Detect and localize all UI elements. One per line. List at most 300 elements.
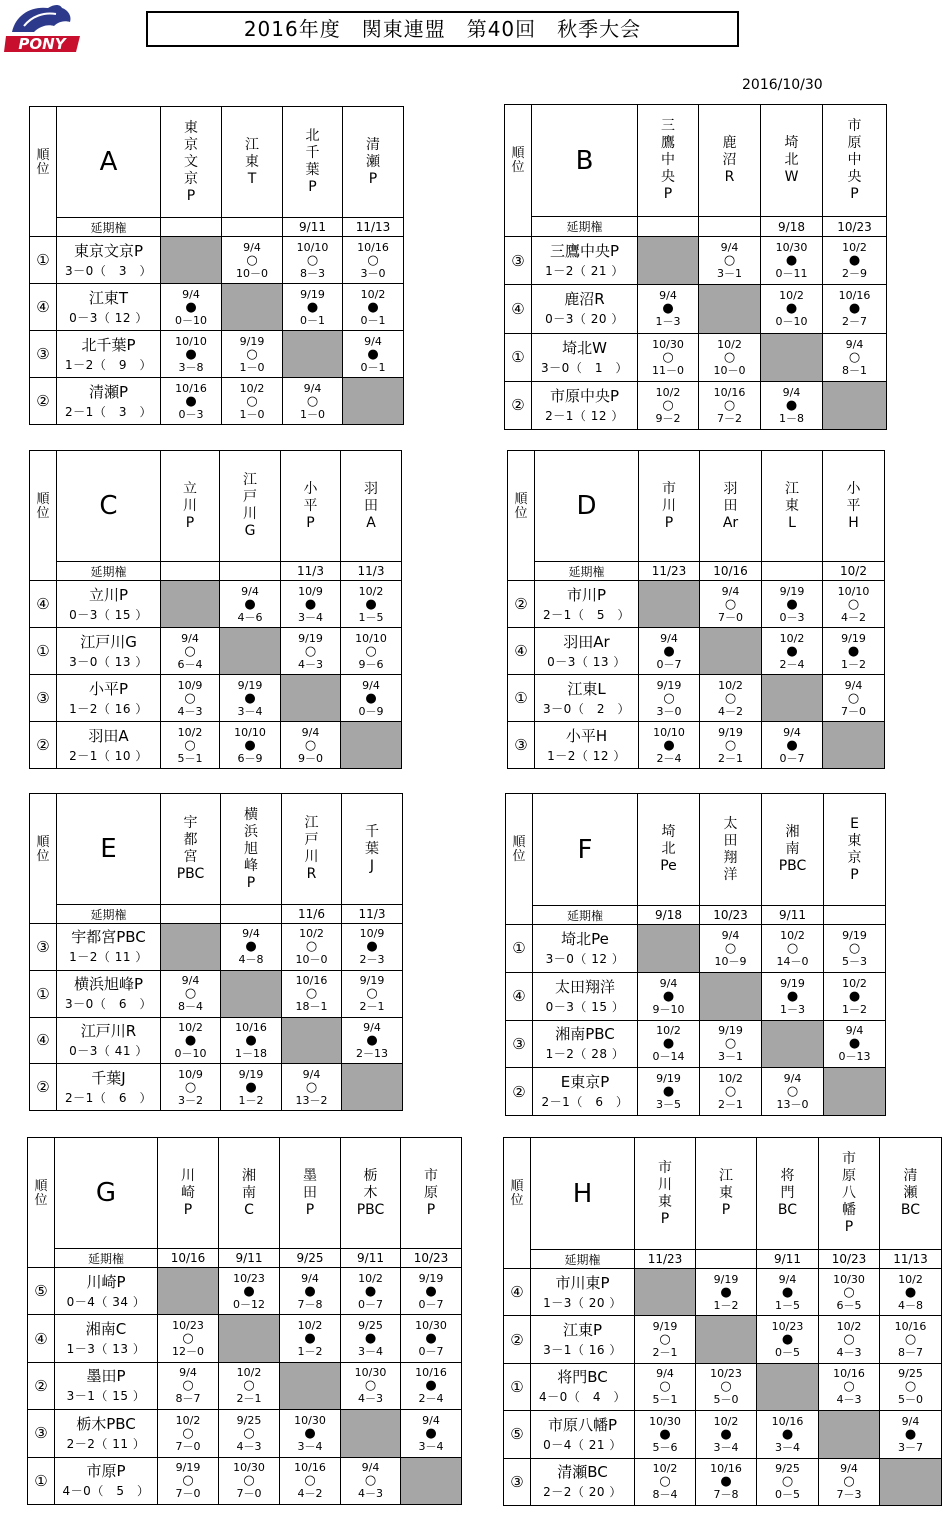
group-label: F <box>533 794 638 906</box>
match-score: 0－7 <box>779 751 805 765</box>
team-name: 鹿沼R <box>564 290 605 309</box>
match-result <box>283 284 343 331</box>
match-mark: ○ <box>246 393 258 409</box>
match-result <box>639 628 700 675</box>
match-mark: ○ <box>243 1378 255 1394</box>
match-mark: ○ <box>843 1474 855 1490</box>
match-result <box>823 333 887 381</box>
self-cell <box>635 1269 696 1316</box>
match-date: 9/19 <box>418 1271 444 1285</box>
match-mark: ○ <box>904 1379 917 1395</box>
team-name: E東京P <box>560 1073 610 1092</box>
match-score: 0－7 <box>656 657 682 671</box>
match-score: 5－3 <box>842 954 867 968</box>
match-mark: ● <box>781 1426 794 1442</box>
match-date: 10/30 <box>833 1272 865 1286</box>
team-rank: ④ <box>28 1315 55 1362</box>
match-result <box>219 1362 280 1409</box>
column-team-header: 三 鷹 中 央 P <box>638 105 699 217</box>
match-result <box>638 1068 700 1116</box>
match-date: 9/4 <box>243 240 261 254</box>
priority-cell: 9/18 <box>761 217 823 237</box>
column-team-header: 羽 田 Ar <box>700 451 762 562</box>
team-name: 太田翔洋 <box>554 977 615 996</box>
match-mark: ○ <box>184 690 196 706</box>
match-date: 10/30 <box>775 241 808 255</box>
match-date: 10/2 <box>842 241 867 255</box>
match-date: 10/2 <box>780 928 805 942</box>
team-record: 1－3（ 13 ） <box>66 1342 146 1357</box>
column-team-header: 小 平 H <box>823 451 885 562</box>
match-date: 10/2 <box>718 678 743 692</box>
match-result <box>880 1411 942 1458</box>
match-date: 10/2 <box>358 584 384 598</box>
column-team-header: 清 瀬 BC <box>880 1138 942 1250</box>
team-info <box>535 675 639 722</box>
team-record: 1－2（ 28 ） <box>545 1047 625 1062</box>
match-mark: ○ <box>305 939 318 955</box>
team-info <box>57 378 161 425</box>
match-mark: ● <box>662 301 674 317</box>
match-mark: ○ <box>724 596 737 612</box>
match-score: 2－1 <box>359 1000 385 1014</box>
match-score: 0－1 <box>360 360 386 374</box>
team-record: 1－2（ 16 ） <box>69 701 148 716</box>
match-mark: ● <box>848 988 861 1004</box>
priority-cell: 10/16 <box>158 1249 219 1268</box>
team-rank: ③ <box>506 1020 533 1068</box>
team-record: 2－1（ 12 ） <box>545 408 624 423</box>
match-score: 2－1 <box>652 1346 678 1360</box>
match-score: 0－13 <box>838 1050 871 1064</box>
priority-cell: 11/13 <box>880 1250 942 1269</box>
column-team-header: 北 千 葉 P <box>283 107 343 218</box>
match-result <box>696 1269 757 1316</box>
match-date: 9/4 <box>783 725 801 739</box>
match-result <box>635 1411 696 1458</box>
match-date: 9/4 <box>241 584 259 598</box>
team-info <box>535 628 639 675</box>
column-team-header: 太 田 翔 洋 <box>700 794 762 906</box>
rank-header: 順 位 <box>28 1138 55 1268</box>
team-rank: ② <box>28 1362 55 1409</box>
group-table-c <box>29 450 402 769</box>
match-date: 9/4 <box>783 1072 802 1086</box>
rank-header: 順 位 <box>508 451 535 581</box>
match-score: 0－1 <box>360 313 386 327</box>
team-info <box>535 722 639 769</box>
match-mark: ● <box>786 988 799 1004</box>
match-score: 0－3 <box>178 407 204 421</box>
team-info <box>55 1362 158 1409</box>
priority-cell: 11/23 <box>635 1250 696 1269</box>
match-date: 9/19 <box>718 1024 743 1038</box>
team-record: 3－1（ 16 ） <box>543 1343 622 1358</box>
match-mark: ○ <box>724 690 737 706</box>
team-info <box>57 581 161 628</box>
match-date: 10/2 <box>178 1020 203 1034</box>
team-info <box>55 1457 158 1504</box>
match-mark: ● <box>781 1332 794 1348</box>
match-score: 3－5 <box>656 1098 681 1112</box>
match-mark: ● <box>785 253 798 269</box>
team-name: 埼北W <box>562 338 607 357</box>
self-cell <box>158 1268 219 1315</box>
column-team-header: 市 原 P <box>401 1138 462 1249</box>
team-rank: ② <box>30 722 57 769</box>
match-date: 9/19 <box>713 1272 739 1286</box>
match-score: 3－4 <box>297 1439 323 1453</box>
match-date: 10/2 <box>358 1271 383 1285</box>
match-score: 1－2 <box>238 1093 264 1107</box>
match-date: 10/10 <box>653 725 685 739</box>
match-mark: ○ <box>847 596 860 612</box>
team-name: 埼北Pe <box>561 929 609 948</box>
match-score: 2－13 <box>356 1046 388 1060</box>
group-table-d <box>507 450 885 769</box>
match-score: 8－7 <box>175 1392 201 1406</box>
match-score: 1－0 <box>300 407 325 421</box>
team-info <box>531 1411 635 1458</box>
team-rank: ③ <box>30 924 57 971</box>
priority-cell: 9/25 <box>280 1249 341 1268</box>
team-name: 清瀬BC <box>557 1463 608 1482</box>
column-team-header: 湘 南 C <box>219 1138 280 1249</box>
self-cell <box>761 333 823 381</box>
match-score: 2－3 <box>359 953 385 967</box>
match-mark: ○ <box>304 643 317 659</box>
match-mark: ● <box>365 596 377 612</box>
match-score: 1－3 <box>655 315 681 329</box>
match-result <box>757 1269 819 1316</box>
match-score: 3－8 <box>178 360 204 374</box>
column-team-header: 清 瀬 P <box>343 107 404 218</box>
match-mark: ○ <box>306 393 319 409</box>
match-date: 10/23 <box>710 1367 742 1381</box>
team-rank: ② <box>508 581 535 628</box>
team-rank: ③ <box>505 237 532 285</box>
match-mark: ○ <box>304 737 317 753</box>
match-mark: ● <box>245 939 257 955</box>
match-mark: ○ <box>781 1474 794 1490</box>
team-record: 3－0（ 1 ） <box>541 360 628 375</box>
match-mark: ● <box>781 1284 794 1300</box>
priority-label: 延期権 <box>57 905 161 924</box>
match-score: 2－9 <box>842 267 867 281</box>
match-mark: ○ <box>364 1378 377 1394</box>
match-date: 10/9 <box>298 584 323 598</box>
match-date: 10/30 <box>652 337 684 351</box>
group-label: G <box>55 1138 158 1249</box>
match-result <box>401 1315 462 1362</box>
team-rank: ① <box>506 925 533 973</box>
team-info <box>57 722 161 769</box>
match-mark: ○ <box>723 349 736 365</box>
priority-cell <box>222 218 283 237</box>
match-result <box>341 1268 401 1315</box>
match-result <box>341 581 402 628</box>
match-score: 6－4 <box>177 657 203 671</box>
match-mark: ○ <box>246 346 258 362</box>
match-date: 10/16 <box>235 1020 267 1034</box>
match-result <box>823 237 887 285</box>
match-date: 10/30 <box>415 1319 447 1333</box>
match-result <box>762 1068 824 1116</box>
group-table-f <box>505 793 886 1116</box>
match-mark: ○ <box>184 737 196 753</box>
match-result <box>699 381 761 429</box>
match-result <box>341 628 402 675</box>
match-mark: ○ <box>659 1332 671 1348</box>
match-result <box>342 924 403 971</box>
column-team-header: 江 東 T <box>222 107 283 218</box>
match-score: 11－0 <box>652 363 684 377</box>
match-score: 10－0 <box>236 266 268 280</box>
match-mark: ● <box>786 596 798 612</box>
match-result <box>699 333 761 381</box>
priority-cell <box>762 562 823 581</box>
match-mark: ● <box>365 690 377 706</box>
match-mark: ○ <box>724 737 737 753</box>
match-score: 0－9 <box>358 704 384 718</box>
match-score: 2－4 <box>418 1392 444 1406</box>
match-mark: ○ <box>843 1284 855 1300</box>
priority-label: 延期権 <box>57 562 161 581</box>
match-result <box>343 284 404 331</box>
match-score: 0－10 <box>175 313 207 327</box>
match-date: 10/16 <box>833 1367 865 1381</box>
priority-cell <box>161 218 222 237</box>
match-date: 10/2 <box>836 1320 862 1334</box>
match-result <box>281 581 341 628</box>
team-record: 1－2（ 11 ） <box>69 950 148 965</box>
match-result <box>638 381 699 429</box>
match-result <box>158 1362 219 1409</box>
team-info <box>531 1458 635 1505</box>
match-mark: ○ <box>847 690 860 706</box>
self-cell <box>700 972 762 1020</box>
team-info <box>55 1410 158 1457</box>
team-info <box>57 237 161 284</box>
match-result <box>700 581 762 628</box>
match-result <box>282 924 342 971</box>
match-score: 8－4 <box>652 1488 678 1502</box>
match-mark: ● <box>306 299 319 315</box>
match-score: 4－3 <box>836 1393 862 1407</box>
match-mark: ● <box>904 1426 917 1442</box>
column-team-header: 墨 田 P <box>280 1138 341 1249</box>
match-score: 6－9 <box>237 751 263 765</box>
match-result <box>699 237 761 285</box>
group-label: D <box>535 451 639 562</box>
match-score: 0－12 <box>233 1297 265 1311</box>
team-record: 2－1（ 6 ） <box>541 1095 629 1110</box>
match-result <box>401 1410 462 1457</box>
match-score: 18－1 <box>295 1000 328 1014</box>
team-rank: ③ <box>504 1458 531 1505</box>
match-result <box>823 675 885 722</box>
team-record: 3－0（ 6 ） <box>65 997 152 1012</box>
group-table-g <box>27 1137 462 1505</box>
match-date: 10/10 <box>355 631 387 645</box>
priority-cell: 9/11 <box>219 1249 280 1268</box>
self-cell <box>221 970 282 1017</box>
match-mark: ● <box>244 596 256 612</box>
team-name: 東京文京P <box>73 241 144 260</box>
column-team-header: 小 平 P <box>281 451 341 562</box>
match-result <box>819 1316 880 1363</box>
team-rank: ① <box>30 628 57 675</box>
match-date: 10/30 <box>649 1414 681 1428</box>
match-result <box>158 1457 219 1504</box>
match-result <box>280 1315 341 1362</box>
self-cell <box>161 237 222 284</box>
match-score: 2－7 <box>842 315 867 329</box>
match-date: 10/2 <box>717 337 742 351</box>
match-mark: ○ <box>720 1379 732 1395</box>
match-mark: ● <box>663 737 675 753</box>
match-result <box>638 285 699 333</box>
team-info <box>57 1017 161 1064</box>
priority-cell: 10/2 <box>823 562 885 581</box>
match-result <box>700 722 762 769</box>
pony-logo <box>2 2 84 54</box>
team-rank: ④ <box>505 285 532 333</box>
match-score: 0－1 <box>300 313 325 327</box>
match-mark: ● <box>185 299 197 315</box>
match-score: 0－7 <box>418 1297 444 1311</box>
priority-cell <box>221 905 282 924</box>
match-score: 3－4 <box>775 1440 800 1454</box>
match-mark: ● <box>425 1378 437 1394</box>
match-date: 10/2 <box>655 385 681 399</box>
match-score: 7－3 <box>836 1488 862 1502</box>
match-result <box>161 675 220 722</box>
priority-cell: 9/11 <box>762 906 824 925</box>
match-result <box>219 1410 280 1457</box>
team-name: 千葉J <box>91 1068 126 1087</box>
match-mark: ○ <box>243 1473 255 1489</box>
priority-cell: 9/18 <box>638 906 700 925</box>
match-score: 3－4 <box>298 610 323 624</box>
match-score: 3－4 <box>713 1440 739 1454</box>
match-result <box>635 1458 696 1505</box>
logo-text: PONY <box>18 35 66 53</box>
match-date: 10/2 <box>713 1414 739 1428</box>
team-name: 将門BC <box>557 1368 608 1387</box>
match-score: 5－1 <box>652 1393 678 1407</box>
team-record: 3－0（ 12 ） <box>545 951 625 966</box>
match-date: 9/19 <box>298 631 323 645</box>
match-result <box>283 237 343 284</box>
match-date: 10/9 <box>359 927 385 941</box>
match-date: 9/4 <box>181 631 199 645</box>
match-mark: ● <box>185 346 197 362</box>
match-date: 10/10 <box>837 584 870 598</box>
match-mark: ● <box>904 1284 917 1300</box>
match-date: 9/25 <box>358 1319 383 1333</box>
column-team-header: 千 葉 J <box>342 794 403 905</box>
self-cell <box>401 1457 462 1504</box>
team-rank: ② <box>30 378 57 425</box>
match-date: 9/19 <box>175 1461 201 1475</box>
team-rank: ④ <box>508 628 535 675</box>
team-info <box>533 1068 638 1116</box>
team-info <box>532 333 638 381</box>
match-date: 10/2 <box>297 1319 323 1333</box>
team-name: 市川P <box>566 585 607 604</box>
match-score: 5－0 <box>713 1393 739 1407</box>
match-result <box>283 378 343 425</box>
match-score: 0－11 <box>775 267 808 281</box>
team-name: 横浜旭峰P <box>73 975 144 994</box>
match-score: 8－4 <box>178 1000 203 1014</box>
team-name: 市原中央P <box>549 386 620 405</box>
match-date: 9/4 <box>660 631 678 645</box>
match-date: 10/16 <box>713 385 746 399</box>
self-cell <box>222 284 283 331</box>
self-cell <box>281 675 341 722</box>
self-cell <box>341 722 402 769</box>
match-score: 4－3 <box>358 1487 383 1501</box>
match-score: 7－8 <box>713 1488 739 1502</box>
priority-cell: 10/23 <box>700 906 762 925</box>
match-result <box>824 972 886 1020</box>
priority-cell: 9/11 <box>283 218 343 237</box>
team-record: 0－3（ 20 ） <box>545 312 624 327</box>
match-date: 9/19 <box>359 974 385 988</box>
match-result <box>221 924 282 971</box>
match-date: 10/16 <box>175 381 207 395</box>
match-mark: ○ <box>659 1474 671 1490</box>
self-cell <box>280 1362 341 1409</box>
match-score: 3－0 <box>656 704 682 718</box>
team-name: 江戸川G <box>80 632 137 651</box>
match-mark: ● <box>364 1283 377 1299</box>
priority-cell: 11/6 <box>282 905 342 924</box>
team-record: 1－2（ 21 ） <box>545 264 624 279</box>
match-result <box>342 970 403 1017</box>
match-score: 9－10 <box>652 1002 685 1016</box>
column-team-header: 江 戸 川 R <box>282 794 342 905</box>
team-name: 宇都宮PBC <box>71 928 146 947</box>
match-mark: ○ <box>184 986 197 1002</box>
match-date: 10/2 <box>239 381 265 395</box>
priority-label: 延期権 <box>57 218 161 237</box>
match-mark: ● <box>367 346 379 362</box>
team-record: 0－4（ 21 ） <box>543 1437 622 1452</box>
match-result <box>161 1017 221 1064</box>
self-cell <box>161 924 221 971</box>
match-score: 13－0 <box>776 1098 809 1112</box>
match-mark: ○ <box>182 1331 194 1347</box>
match-mark: ● <box>847 643 860 659</box>
column-team-header: 江 東 P <box>696 1138 757 1250</box>
team-rank: ③ <box>30 331 57 378</box>
match-mark: ● <box>184 1032 197 1048</box>
match-mark: ● <box>244 737 256 753</box>
team-rank: ① <box>30 970 57 1017</box>
match-result <box>635 1316 696 1363</box>
match-date: 9/19 <box>656 678 682 692</box>
team-record: 4－0（ 4 ） <box>539 1390 626 1405</box>
team-rank: ③ <box>28 1410 55 1457</box>
match-date: 9/4 <box>901 1414 920 1428</box>
match-score: 9－0 <box>298 751 323 765</box>
match-mark: ● <box>304 596 317 612</box>
match-result <box>281 628 341 675</box>
match-result <box>638 1020 700 1068</box>
